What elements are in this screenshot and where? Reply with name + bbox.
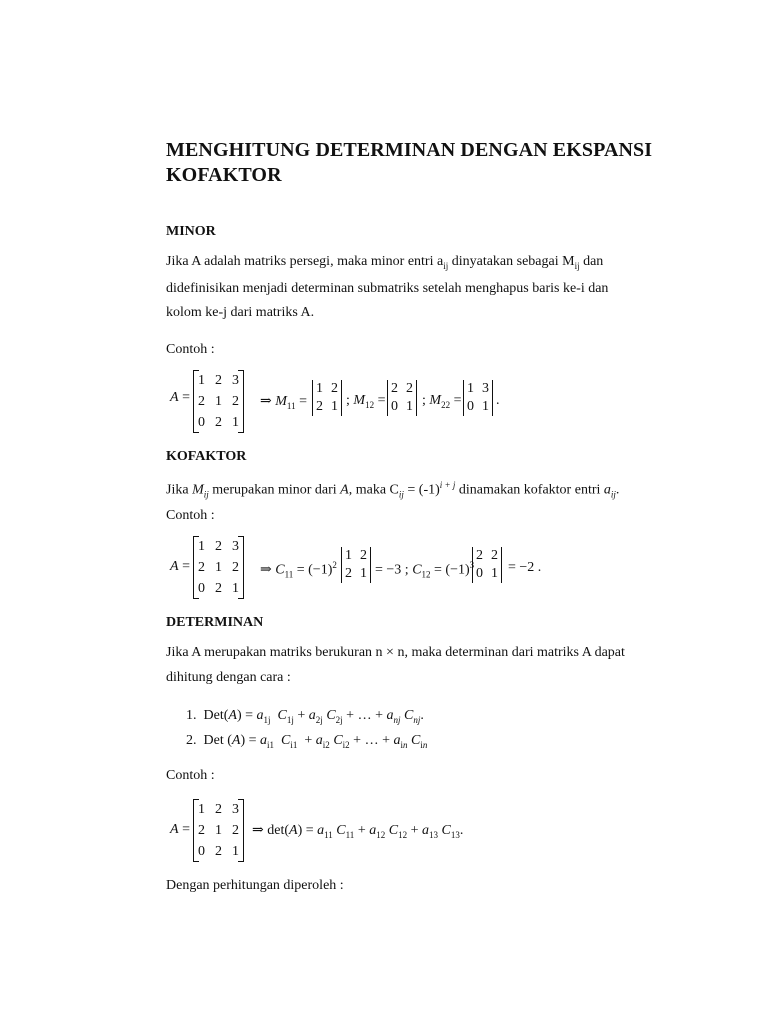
matrix-A-kofaktor xyxy=(193,536,244,599)
cofactor-c12-minor: 2 2 0 1 xyxy=(472,547,502,583)
minor-paragraph-line-1: Jika A adalah matriks persegi, maka minor entri $a_{ij}$ dinyatakan sebagai $M_{ij}$ dan xyxy=(166,254,604,271)
determinan-example-label: Contoh : xyxy=(166,768,215,783)
formula-item-1: 1. $Det(A) = a_{1j}$ $C_{1j} + a_{2j}$ $C_{2j}$ + … + $a_{nj}$ $C_{nj}$. xyxy=(186,708,424,725)
minor-heading: MINOR xyxy=(166,224,216,239)
c12-result: = −2 . xyxy=(508,560,542,575)
minor-m12-determinant: 2 2 0 1 xyxy=(387,380,417,416)
determinan-paragraph-line-1: Jika A merupakan matriks berukuran n × n, maka determinan dari matriks A dapat xyxy=(166,645,625,660)
m12-label: ; $M_{12}$ = xyxy=(346,393,386,410)
det-expansion-formula: ⇒ $\det(A) = a_{11}$ $C_{11} + a_{12}$ $C_{12} + a_{13}$ $C_{13}$. xyxy=(252,823,464,840)
determinan-heading: DETERMINAN xyxy=(166,615,264,630)
matrix-A-minor xyxy=(193,370,244,433)
implies-c11-label: ⇒ $C_{11} = (-1)^2$ xyxy=(260,560,337,580)
cofactor-c11-minor: 1 2 2 1 xyxy=(341,547,371,583)
m22-label: ; $M_{22}$ = xyxy=(422,393,462,410)
kofaktor-example-label: Contoh : xyxy=(166,508,215,523)
matrix-A-label: A = xyxy=(170,822,190,837)
c11-result: = −3 ; $C_{12} = (-1)^3$ xyxy=(375,560,475,580)
closing-text: Dengan perhitungan diperoleh : xyxy=(166,878,344,893)
minor-paragraph-line-3: kolom ke-j dari matriks A. xyxy=(166,305,315,320)
minor-paragraph-line-2: didefinisikan menjadi determinan submatriks setelah menghapus baris ke-i dan xyxy=(166,281,609,296)
page-title: MENGHITUNG DETERMINAN DENGAN EKSPANSI KOFAKTOR xyxy=(166,139,653,186)
matrix-A-label: A = xyxy=(170,559,190,574)
implies-m11-label: ⇒ $M_{11}$ = xyxy=(260,394,307,411)
kofaktor-heading: KOFAKTOR xyxy=(166,449,247,464)
formula-item-2: 2. Det $(A) = a_{i1}$ $C_{i1} + a_{i2}$ $C_{i2}$ + … + $a_{in}$ $C_{in}$ xyxy=(186,733,428,750)
determinan-paragraph-line-2: dihitung dengan cara : xyxy=(166,670,291,685)
minor-m11-determinant: 1 2 2 1 xyxy=(312,380,342,416)
kofaktor-paragraph: Jika $M_{ij}$ merupakan minor dari A, maka $C_{ij} = (-1)^{i + j}$ dinamakan kofaktor entri $a_{ij}$. xyxy=(166,480,620,500)
matrix-grid: 1 2 3 2 1 2 0 2 1 xyxy=(198,801,239,859)
period: . xyxy=(496,393,500,408)
matrix-A-determinan xyxy=(193,799,244,862)
matrix-A-label: A = xyxy=(170,390,190,405)
matrix-grid: 1 2 3 2 1 2 0 2 1 xyxy=(198,538,239,596)
minor-example-label: Contoh : xyxy=(166,342,215,357)
minor-m22-determinant: 1 3 0 1 xyxy=(463,380,493,416)
matrix-grid: 1 2 3 2 1 2 0 2 1 xyxy=(198,372,239,430)
